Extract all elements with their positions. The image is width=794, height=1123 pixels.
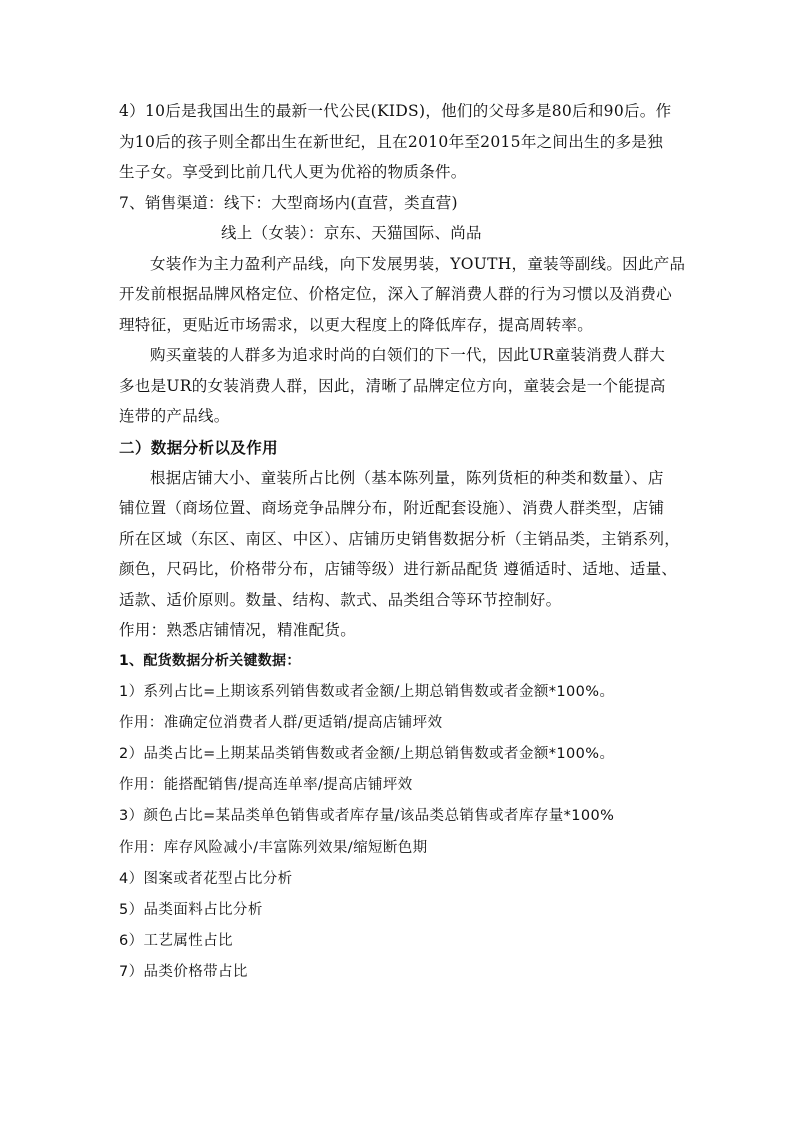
paragraph-line: 购买童装的人群多为追求时尚的白领们的下一代，因此UR童装消费人群大 xyxy=(150,346,666,364)
purpose-line: 作用：能搭配销售/提高连单率/提高店铺坪效 xyxy=(119,777,413,794)
paragraph-line: 根据店铺大小、童装所占比例（基本陈列量，陈列货柜的种类和数量）、店 xyxy=(150,468,664,487)
paragraph-line: 多也是UR的女装消费人群，因此，清晰了品牌定位方向，童装会是一个能提高 xyxy=(119,376,666,395)
paragraph-line: 颜色，尺码比，价格带分布，店铺等级）进行新品配货 遵循适时、适地、适量、 xyxy=(119,560,678,578)
paragraph-line: 开发前根据品牌风格定位、价格定位，深入了解消费人群的行为习惯以及消费心 xyxy=(119,285,673,303)
paragraph-line: 适款、适价原则。数量、结构、款式、品类组合等环节控制好。 xyxy=(119,590,562,609)
paragraph-line: 生子女。享受到比前几代人更为优裕的物质条件。 xyxy=(119,163,467,181)
purpose-line: 作用：熟悉店铺情况，精准配货。 xyxy=(119,621,357,639)
formula-line: 2）品类占比=上期某品类销售数或者金额/上期总销售数或者金额*100%。 xyxy=(119,745,615,762)
sales-channel-line: 7、销售渠道：线下：大型商场内(直营，类直营) xyxy=(119,193,458,212)
list-item: 5）品类面料占比分析 xyxy=(119,901,263,918)
section-heading: 二）数据分析以及作用 xyxy=(119,437,279,457)
paragraph-line: 理特征，更贴近市场需求，以更大程度上的降低库存，提高周转率。 xyxy=(119,315,594,334)
list-item: 7）品类价格带占比 xyxy=(119,964,248,981)
paragraph-line: 为10后的孩子则全都出生在新世纪，且在2010年至2015年之间出生的多是独 xyxy=(119,132,664,151)
paragraph-line: 所在区域（东区、南区、中区）、店铺历史销售数据分析（主销品类，主销系列， xyxy=(119,529,681,548)
subsection-heading: 1、配货数据分析关键数据： xyxy=(119,652,301,669)
list-item: 6）工艺属性占比 xyxy=(119,933,233,950)
online-channel-line: 线上（女装）：京东、天猫国际、尚品 xyxy=(221,224,482,242)
purpose-line: 作用：库存风险减小/丰富陈列效果/缩短断色期 xyxy=(119,839,428,856)
purpose-line: 作用：准确定位消费者人群/更适销/提高店铺坪效 xyxy=(119,714,443,731)
formula-line: 3）颜色占比=某品类单色销售或者库存量/该品类总销售或者库存量*100% xyxy=(119,808,615,825)
list-item: 4）图案或者花型占比分析 xyxy=(119,870,293,887)
formula-line: 1）系列占比=上期该系列销售数或者金额/上期总销售数或者金额*100%。 xyxy=(119,683,615,700)
paragraph-line: 连带的产品线。 xyxy=(119,407,230,425)
paragraph-line: 铺位置（商场位置、商场竞争品牌分布，附近配套设施）、消费人群类型，店铺 xyxy=(119,499,665,517)
paragraph-line: 4）10后是我国出生的最新一代公民(KIDS)，他们的父母多是80后和90后。作 xyxy=(119,102,672,120)
document-page xyxy=(119,96,684,989)
paragraph-line: 女装作为主力盈利产品线，向下发展男装，YOUTH，童装等副线。因此产品 xyxy=(150,254,686,273)
